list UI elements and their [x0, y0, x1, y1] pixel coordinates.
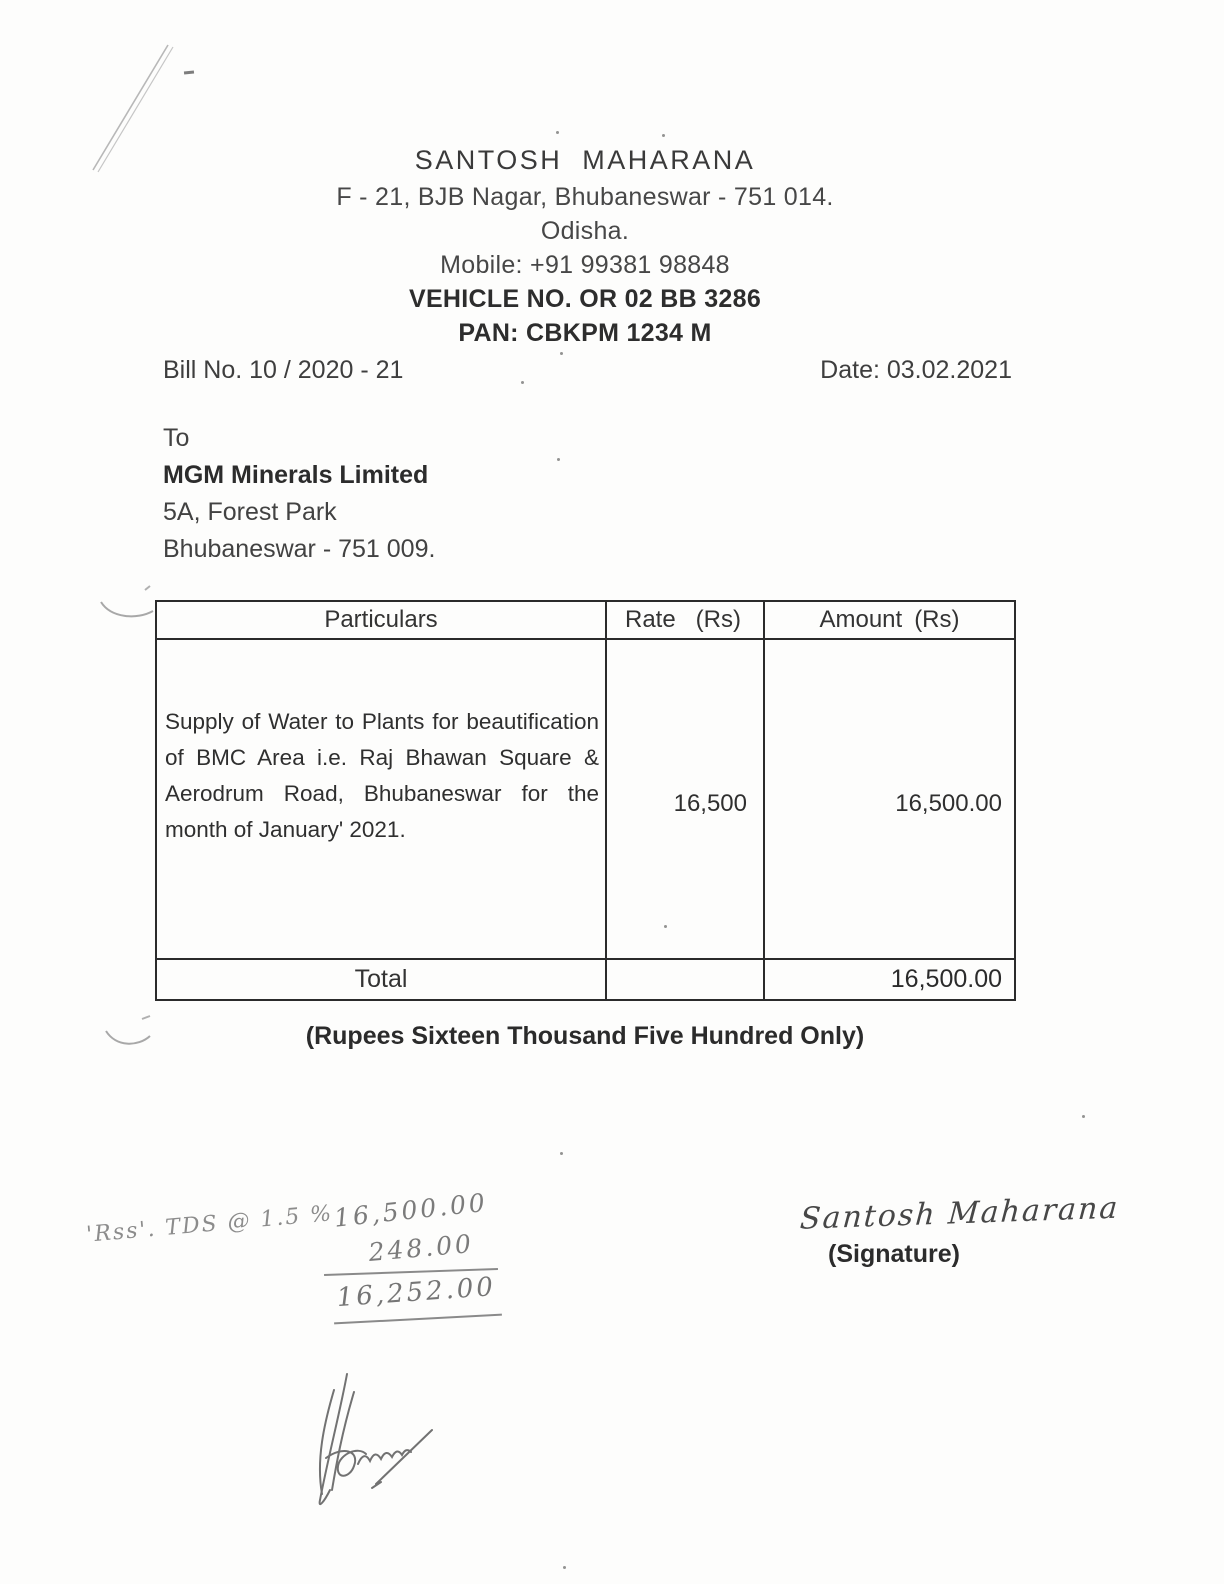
handwritten-net-amount: 16,252.00: [335, 1272, 497, 1314]
scan-speck: [1082, 1115, 1085, 1118]
amount-in-words: (Rupees Sixteen Thousand Five Hundred Only): [305, 1022, 865, 1050]
handwritten-signature-name: Santosh Maharana: [798, 1190, 1121, 1237]
signature-caption: (Signature): [828, 1240, 960, 1268]
letterhead-mobile: Mobile: +91 99381 98848: [440, 251, 730, 279]
column-header-amount: [765, 602, 1014, 640]
scan-speck: [521, 381, 524, 384]
total-label: Total: [157, 960, 607, 999]
table-row-rate: 16,500: [673, 790, 747, 817]
scan-speck: [557, 458, 560, 461]
scan-speck: [560, 352, 563, 355]
column-header-particulars: [157, 602, 607, 640]
letterhead-address-line2: Odisha.: [540, 217, 630, 245]
scan-speck: [662, 134, 665, 137]
bill-table: [155, 600, 1016, 1001]
column-header-amount-unit: (Rs): [914, 606, 960, 633]
scan-speck: [556, 131, 559, 134]
letterhead-pan: PAN: CBKPM 1234 M: [458, 319, 712, 347]
letterhead-name: SANTOSH MAHARANA: [414, 145, 756, 175]
pen-dash-mark: [184, 70, 194, 74]
recipient-address-line1: 5A, Forest Park: [163, 498, 337, 526]
recipient-block: [163, 420, 435, 568]
total-rate-cell-empty: [607, 960, 765, 999]
handwritten-tds-amount: 248.00: [367, 1228, 476, 1267]
table-row-rate-cell: [607, 640, 765, 960]
column-header-rate: [607, 602, 765, 640]
table-row-particulars: Supply of Water to Plants for beautification of BMC Area i.e. Raj Bhawan Square & Aerodrum Road, Bhubaneswar for the month of January' 2021.: [157, 640, 607, 960]
total-amount: 16,500.00: [890, 965, 1002, 993]
column-header-rate-unit: (Rs): [695, 606, 741, 633]
recipient-address-line2: Bhubaneswar - 751 009.: [163, 535, 436, 563]
handwritten-tds-note: 'Rss'. TDS @ 1.5 %: [85, 1201, 335, 1248]
bill-number: Bill No. 10 / 2020 - 21: [163, 356, 404, 384]
scribble-signature: [300, 1362, 445, 1522]
column-header-particulars-label: Particulars: [324, 606, 438, 633]
scan-speck: [563, 1566, 566, 1569]
letterhead-vehicle-no: VEHICLE NO. OR 02 BB 3286: [408, 285, 762, 313]
letterhead-address-line1: F - 21, BJB Nagar, Bhubaneswar - 751 014.: [336, 183, 834, 211]
column-header-rate-label: Rate: [625, 606, 676, 633]
table-row-amount: 16,500.00: [895, 790, 1002, 817]
handwritten-gross-amount: 16,500.00: [332, 1187, 490, 1233]
letterhead: [150, 140, 1020, 350]
bill-date: Date: 03.02.2021: [820, 356, 1012, 384]
scan-speck: [664, 925, 667, 928]
column-header-amount-label: Amount: [819, 606, 903, 633]
recipient-salutation: To: [163, 424, 190, 452]
recipient-name: MGM Minerals Limited: [163, 461, 429, 489]
handwritten-total-rule: [334, 1314, 502, 1325]
scan-speck: [560, 1152, 563, 1155]
table-row-amount-cell: [765, 640, 1014, 960]
